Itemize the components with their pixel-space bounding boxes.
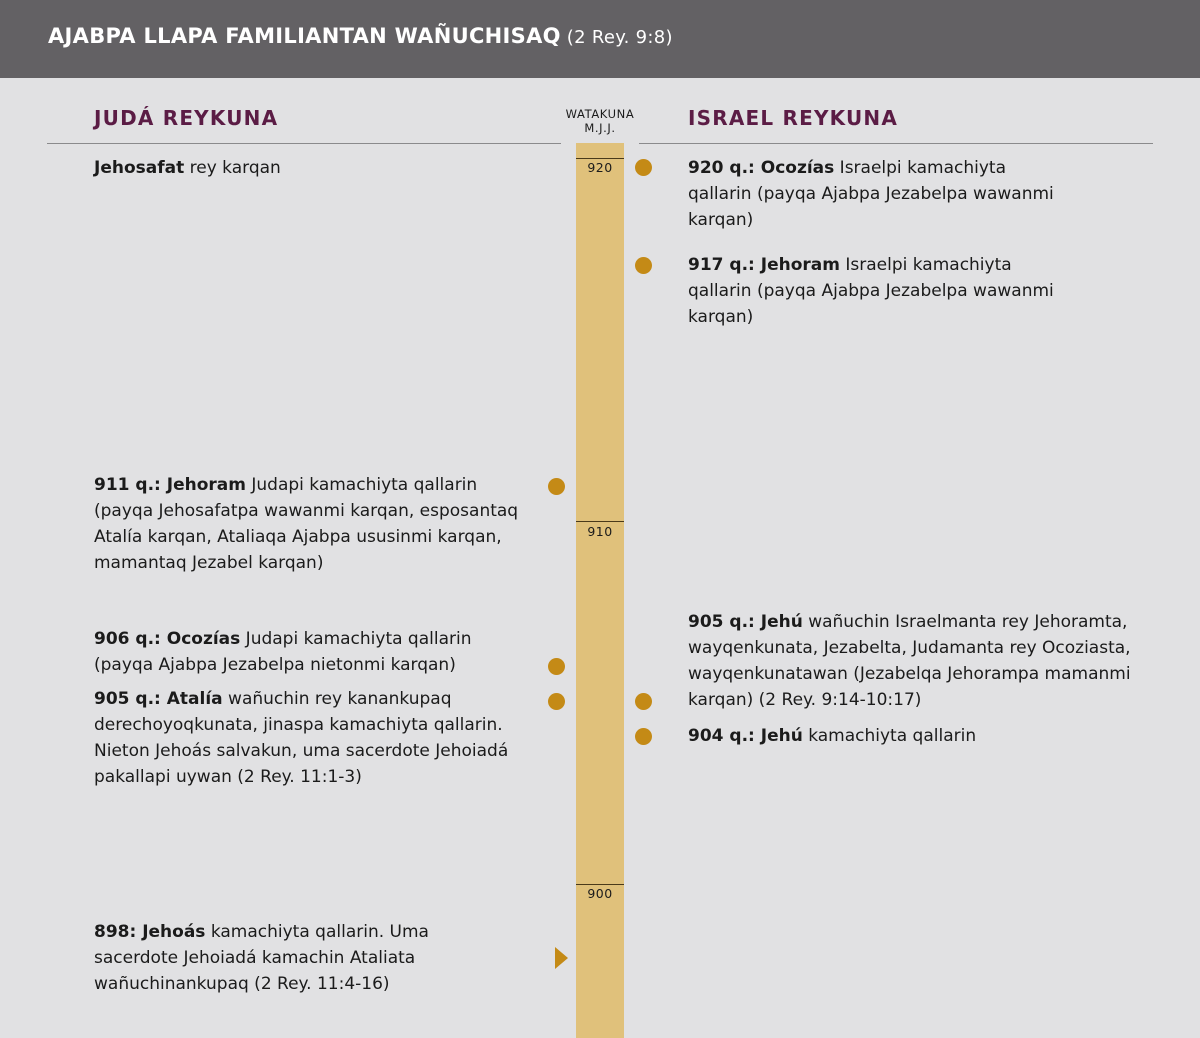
entry-bold: 920 q.: Ocozías bbox=[688, 158, 835, 178]
right-divider bbox=[639, 143, 1153, 144]
israel-entry-jehu-rules bbox=[688, 723, 1138, 749]
marker-dot-ocozias-israel bbox=[635, 159, 652, 176]
timeline-heading-line1: WATAKUNA bbox=[565, 107, 635, 121]
entry-bold: 898: Jehoás bbox=[94, 922, 206, 942]
page-title bbox=[48, 24, 673, 48]
tick-900 bbox=[576, 884, 624, 885]
tick-label-900: 900 bbox=[587, 886, 613, 901]
juda-column-title: JUDÁ REYKUNA bbox=[94, 106, 279, 130]
entry-bold: 906 q.: Ocozías bbox=[94, 629, 241, 649]
entry-bold: 917 q.: Jehoram bbox=[688, 255, 840, 275]
entry-bold: 905 q.: Atalía bbox=[94, 689, 223, 709]
title-reference: (2 Rey. 9:8) bbox=[566, 27, 673, 48]
marker-dot-ocozias-juda bbox=[548, 658, 565, 675]
entry-text: kamachiyta qallarin. Uma sacerdote Jehoiadá kamachin Ataliata wañuchinankupaq (2 Rey. 11:4-16) bbox=[94, 922, 429, 994]
entry-bold: 905 q.: Jehú bbox=[688, 612, 803, 632]
timeline-heading-line2: M.J.J. bbox=[584, 121, 616, 135]
title-text: AJABPA LLAPA FAMILIANTAN WAÑUCHISAQ bbox=[48, 24, 561, 48]
left-divider bbox=[47, 143, 561, 144]
entry-text: Israelpi kamachiyta qallarin (payqa Ajabpa Jezabelpa wawanmi karqan) bbox=[688, 255, 1054, 327]
marker-dot-atalia bbox=[548, 693, 565, 710]
marker-dot-jehoram-israel bbox=[635, 257, 652, 274]
entry-bold: Jehosafat bbox=[94, 158, 185, 178]
israel-entry-jehoram bbox=[688, 252, 1068, 330]
entry-text: rey karqan bbox=[184, 158, 281, 178]
tick-920 bbox=[576, 158, 624, 159]
timeline-bar bbox=[576, 143, 624, 1038]
entry-text: wañuchin Israelmanta rey Jehoramta, wayqenkunata, Jezabelta, Judamanta rey Ocoziasta, wayqenkunatawan (Jezabelqa Jehorampa mamanmi karqan) (2 Rey. 9:14-10:17) bbox=[688, 612, 1131, 710]
tick-label-910: 910 bbox=[587, 524, 613, 539]
juda-entry-atalia bbox=[94, 686, 514, 790]
marker-arrow-jehoas bbox=[555, 947, 568, 969]
juda-entry-jehoram bbox=[94, 472, 534, 576]
israel-column-title: ISRAEL REYKUNA bbox=[688, 106, 899, 130]
entry-text: Israelpi kamachiyta qallarin (payqa Ajabpa Jezabelpa wawanmi karqan) bbox=[688, 158, 1054, 230]
israel-entry-jehu-kills bbox=[688, 609, 1133, 713]
entry-text: Judapi kamachiyta qallarin (payqa Ajabpa Jezabelpa nietonmi karqan) bbox=[94, 629, 472, 675]
tick-910 bbox=[576, 521, 624, 522]
entry-text: Judapi kamachiyta qallarin (payqa Jehosafatpa wawanmi karqan, esposantaq Atalía karqan, Ataliaqa Ajabpa ususinmi karqan, mamantaq Jezabel karqan) bbox=[94, 475, 519, 573]
israel-entry-ocozias bbox=[688, 155, 1068, 233]
tick-label-920: 920 bbox=[587, 160, 613, 175]
juda-entry-ocozias bbox=[94, 626, 534, 678]
marker-dot-jehu-rules bbox=[635, 728, 652, 745]
juda-entry-jehoas bbox=[94, 919, 514, 997]
entry-text: wañuchin rey kanankupaq derechoyoqkunata, jinaspa kamachiyta qallarin. Nieton Jehoás salvakun, uma sacerdote Jehoiadá pakallapi uywan (2 Rey. 11:1-3) bbox=[94, 689, 509, 787]
juda-entry-jehosafat bbox=[94, 155, 534, 181]
marker-dot-jehu-kills bbox=[635, 693, 652, 710]
header-banner bbox=[0, 0, 1200, 78]
timeline-heading bbox=[555, 107, 645, 135]
entry-text: kamachiyta qallarin bbox=[802, 726, 977, 746]
entry-bold: 904 q.: Jehú bbox=[688, 726, 803, 746]
entry-bold: 911 q.: Jehoram bbox=[94, 475, 246, 495]
marker-dot-jehoram-juda bbox=[548, 478, 565, 495]
